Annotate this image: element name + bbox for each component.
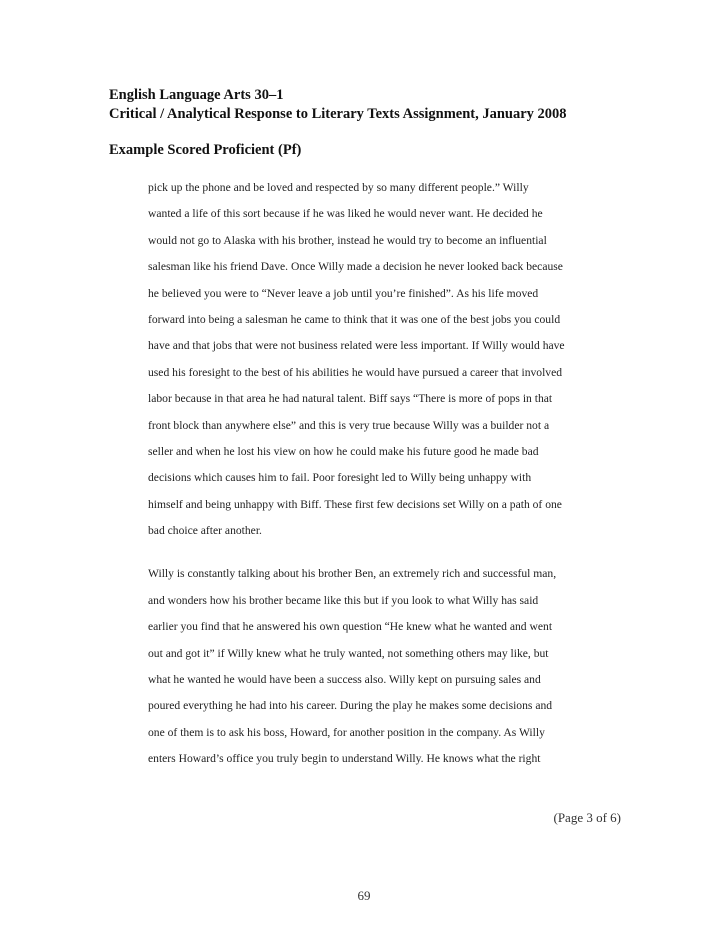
essay-line: labor because in that area he had natural talent. Biff says “There is more of pops in that xyxy=(148,392,553,406)
essay-line: would not go to Alaska with his brother, instead he would try to become an influential xyxy=(148,233,547,247)
essay-line: seller and when he lost his view on how he could make his future good he made bad xyxy=(148,444,539,458)
essay-line: forward into being a salesman he came to think that it was one of the best jobs you could xyxy=(148,312,561,326)
essay-line: pick up the phone and be loved and respected by so many different people.” Willy xyxy=(148,181,529,194)
essay-line: earlier you find that he answered his own question “He knew what he wanted and went xyxy=(148,620,553,634)
essay-line: what he wanted he would have been a success also. Willy kept on pursuing sales and xyxy=(148,673,541,687)
essay-line: wanted a life of this sort because if he was liked he would never want. He decided he xyxy=(148,207,543,221)
course-title: English Language Arts 30–1 xyxy=(109,87,284,103)
document-header xyxy=(109,86,669,160)
header-spacer xyxy=(109,124,669,141)
essay-paragraph-2 xyxy=(148,566,618,777)
essay-line: and wonders how his brother became like this but if you look to what Willy has said xyxy=(148,593,539,607)
essay-line: out and got it” if Willy knew what he truly wanted, not something others may like, but xyxy=(148,646,549,660)
page-number: 69 xyxy=(357,888,371,903)
page-indicator: (Page 3 of 6) xyxy=(553,810,621,825)
assignment-title: Critical / Analytical Response to Literary Texts Assignment, January 2008 xyxy=(109,106,567,122)
essay-line: front block than anywhere else” and this is very true because Willy was a builder not a xyxy=(148,418,550,432)
essay-line: one of them is to ask his boss, Howard, for another position in the company. As Willy xyxy=(148,725,545,739)
essay-line: poured everything he had into his career. During the play he makes some decisions and xyxy=(148,699,553,713)
essay-line: himself and being unhappy with Biff. These first few decisions set Willy on a path of one xyxy=(148,497,562,511)
essay-line: salesman like his friend Dave. Once Willy made a decision he never looked back because xyxy=(148,260,563,274)
essay-line: used his foresight to the best of his abilities he would have pursued a career that involved xyxy=(148,365,563,379)
essay-paragraph-1 xyxy=(148,180,618,549)
score-label: Example Scored Proficient (Pf) xyxy=(109,142,302,158)
essay-line: Willy is constantly talking about his brother Ben, an extremely rich and successful man, xyxy=(148,567,557,581)
student-essay-excerpt xyxy=(148,180,618,778)
essay-line: bad choice after another. xyxy=(148,524,262,538)
essay-line: enters Howard’s office you truly begin to understand Willy. He knows what the right xyxy=(148,752,541,766)
essay-line: decisions which causes him to fail. Poor foresight led to Willy being unhappy with xyxy=(148,471,532,485)
essay-line: he believed you were to “Never leave a job until you’re finished”. As his life moved xyxy=(148,286,539,300)
essay-line: have and that jobs that were not business related were less important. If Willy would have xyxy=(148,339,565,353)
